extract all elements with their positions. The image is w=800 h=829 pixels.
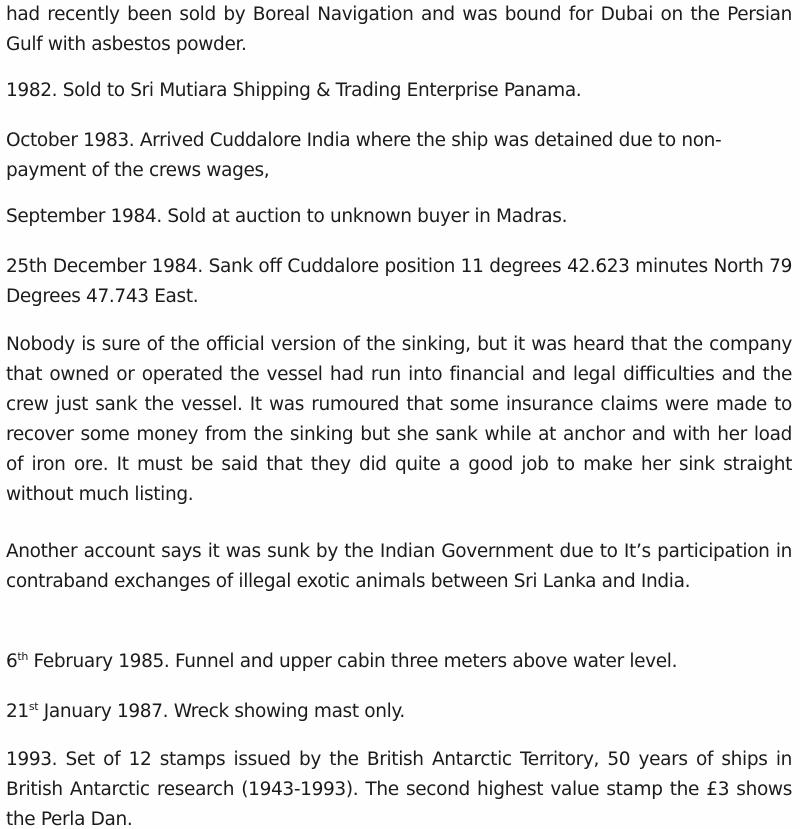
paragraph-sinking-1984: 25th December 1984. Sank off Cuddalore position 11 degrees 42.623 minutes North 79 Degrees 47.743 East. (6, 256, 792, 307)
paragraph-september-1984: September 1984. Sold at auction to unknown buyer in Madras. (6, 206, 568, 227)
paragraph-sale-boreal: had recently been sold by Boreal Navigation and was bound for Dubai on the Persian Gulf with asbestos powder. (6, 4, 792, 55)
date-day: 21 (6, 701, 29, 722)
paragraph-january-1987 (6, 697, 792, 727)
paragraph-stamps-1993: 1993. Set of 12 stamps issued by the British Antarctic Territory, 50 years of ships in British Antarctic research (1943-1993). The second highest value stamp the £3 shows the Perla Dan. (6, 749, 792, 829)
paragraph-february-1985 (6, 647, 792, 677)
date-day: 6 (6, 651, 18, 672)
entry-text: January 1987. Wreck showing mast only. (38, 701, 405, 722)
paragraph-another-account: Another account says it was sunk by the Indian Government due to It’s participation in contraband exchanges of illegal exotic animals between Sri Lanka and India. (6, 541, 792, 592)
paragraph-sinking-versions: Nobody is sure of the official version of the sinking, but it was heard that the company that owned or operated the vessel had run into financial and legal difficulties and the crew just sank the vessel. It was rumoured that some insurance claims were made to recover some money from the sinking but she sank while at anchor and with her load of iron ore. It must be said that they did quite a good job to make her sink straight without much listing. (6, 334, 792, 505)
date-ordinal-suffix: th (17, 650, 29, 663)
paragraph-october-1983: October 1983. Arrived Cuddalore India where the ship was detained due to non-payment of the crews wages, (6, 130, 722, 181)
entry-text: February 1985. Funnel and upper cabin three meters above water level. (28, 651, 678, 672)
date-ordinal-suffix: st (28, 700, 39, 713)
paragraph-1982: 1982. Sold to Sri Mutiara Shipping & Trading Enterprise Panama. (6, 80, 582, 101)
